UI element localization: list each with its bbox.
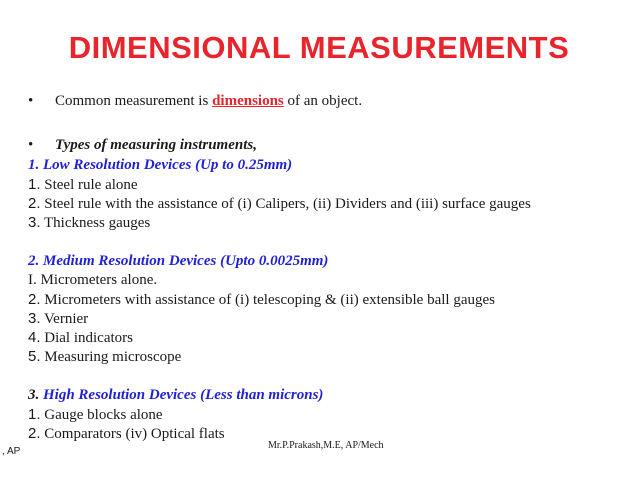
low-heading: 1. Low Resolution Devices (Up to 0.25mm) [28,157,293,173]
item-text: Gauge blocks alone [44,407,163,423]
item-text: Steel rule alone [44,177,138,193]
corner-label: , AP [2,446,21,457]
item-text: Micrometers with assistance of (i) telescoping & (ii) extensible ball gauges [44,292,495,308]
high-item-2 [28,424,225,444]
item-text: Comparators (iv) Optical flats [44,426,225,442]
item-number: 2. [28,291,41,308]
item-text: Vernier [44,311,89,327]
intro-bullet: • [28,93,34,109]
item-number: 3. [28,214,41,231]
item-number: I. [28,272,37,288]
item-number: 3. [28,310,41,327]
medium-item-2 [28,290,495,310]
high-item-1 [28,405,163,425]
low-item-3 [28,213,150,233]
high-heading-number: 3. [28,387,40,403]
intro-highlight: dimensions [212,93,284,109]
item-text: Micrometers alone. [40,272,158,288]
high-heading [28,386,323,405]
item-text: Steel rule with the assistance of (i) Calipers, (ii) Dividers and (iii) surface gauges [44,196,531,212]
item-number: 5. [28,348,41,365]
medium-item-5 [28,347,181,367]
medium-item-4 [28,328,133,348]
types-line: Types of measuring instruments, [55,137,257,153]
low-item-2 [28,194,531,214]
footer-author: Mr.P.Prakash,M.E, AP/Mech [268,440,384,451]
item-number: 2. [28,195,41,212]
intro-after: of an object. [287,93,363,109]
item-number: 1. [28,406,41,423]
item-text: Dial indicators [44,330,133,346]
item-number: 4. [28,329,41,346]
item-text: Thickness gauges [44,215,151,231]
item-text: Measuring microscope [44,349,182,365]
intro-line [55,93,362,110]
medium-item-3 [28,309,88,329]
medium-heading: 2. Medium Resolution Devices (Upto 0.0025mm) [28,253,329,269]
medium-item-1 [28,271,157,290]
item-number: 2. [28,425,41,442]
intro-before: Common measurement is [55,93,209,109]
item-number: 1. [28,176,41,193]
types-bullet: • [28,137,34,153]
slide-title: DIMENSIONAL MEASUREMENTS [68,30,570,65]
low-item-1 [28,175,138,195]
high-heading-text: High Resolution Devices (Less than microns) [43,387,324,403]
